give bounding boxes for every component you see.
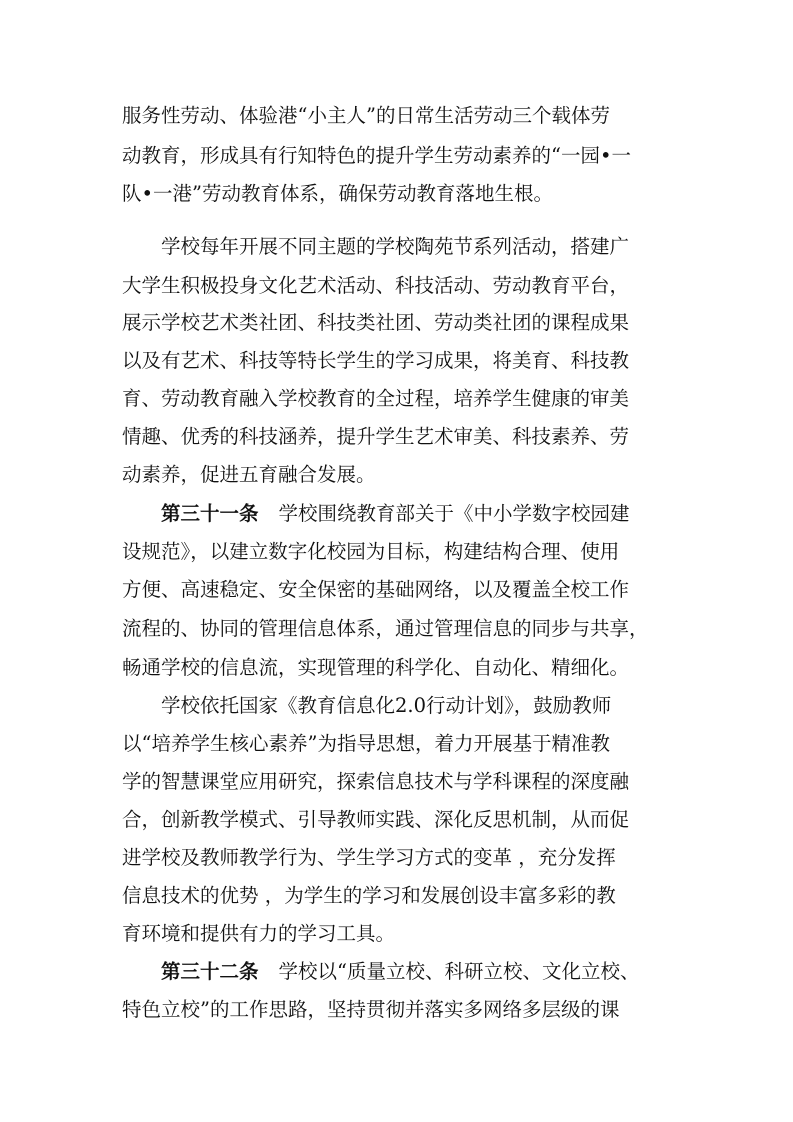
paragraph-2-line-4: 以及有艺术、科技等特长学生的学习成果，将美育、科技教 [122,349,630,372]
paragraph-2-line-7: 动素养，促进五育融合发展。 [122,463,376,486]
article-32-line-1: 学校以“质量立校、科研立校、文化立校、 [278,960,640,983]
article-31-first-line [161,497,682,531]
paragraph-2-line-3: 展示学校艺术类社团、科技类社团、劳动类社团的课程成果 [122,311,630,334]
article-32-heading: 第三十二条 [161,960,259,983]
paragraph-4-line-5: 进学校及教师教学行为、学生学习方式的变革 ，充分发挥 [122,846,616,869]
paragraph-2-line-2: 大学生积极投身文化艺术活动、科技活动、劳动教育平台， [122,274,630,297]
paragraph-1-line-3: 队•一港”劳动教育体系，确保劳动教育落地生根。 [122,182,553,205]
paragraph-4-line-1: 学校依托国家《教育信息化2.0行动计划》，鼓励教师 [161,694,612,717]
paragraph-4-line-7: 育环境和提供有力的学习工具。 [122,922,396,945]
article-31-line-3: 方便、高速稳定、安全保密的基础网络，以及覆盖全校工作 [122,578,630,601]
paragraph-2-line-1: 学校每年开展不同主题的学校陶苑节系列活动，搭建广 [161,235,630,258]
article-31-line-4: 流程的、协同的管理信息体系，通过管理信息的同步与共享， [122,617,649,640]
paragraph-2-line-6: 情趣、优秀的科技涵养，提升学生艺术审美、科技素养、劳 [122,425,630,448]
article-32-first-line [161,955,682,989]
paragraph-1-line-2: 动教育，形成具有行知特色的提升学生劳动素养的“一园•一 [122,144,631,167]
article-31-line-2: 设规范》，以建立数字化校园为目标，构建结构合理、使用 [122,540,620,563]
paragraph-4-line-3: 学的智慧课堂应用研究，探索信息技术与学科课程的深度融 [122,770,630,793]
article-31-line-1: 学校围绕教育部关于《中小学数字校园建 [278,502,630,525]
paragraph-4-line-2: 以“培养学生核心素养”为指导思想，着力开展基于精准教 [122,732,610,755]
paragraph-1-line-1: 服务性劳动、体验港“小主人”的日常生活劳动三个载体劳 [122,104,610,127]
article-31-line-5: 畅通学校的信息流，实现管理的科学化、自动化、精细化。 [122,656,630,679]
paragraph-2-line-5: 育、劳动教育融入学校教育的全过程，培养学生健康的审美 [122,387,630,410]
article-31-heading: 第三十一条 [161,502,259,525]
paragraph-4-line-4: 合，创新教学模式、引导教师实践、深化反思机制，从而促 [122,808,630,831]
article-32-line-2: 特色立校”的工作思路，坚持贯彻并落实多网络多层级的课 [122,998,620,1021]
paragraph-4-line-6: 信息技术的优势 ，为学生的学习和发展创设丰富多彩的教 [122,884,616,907]
